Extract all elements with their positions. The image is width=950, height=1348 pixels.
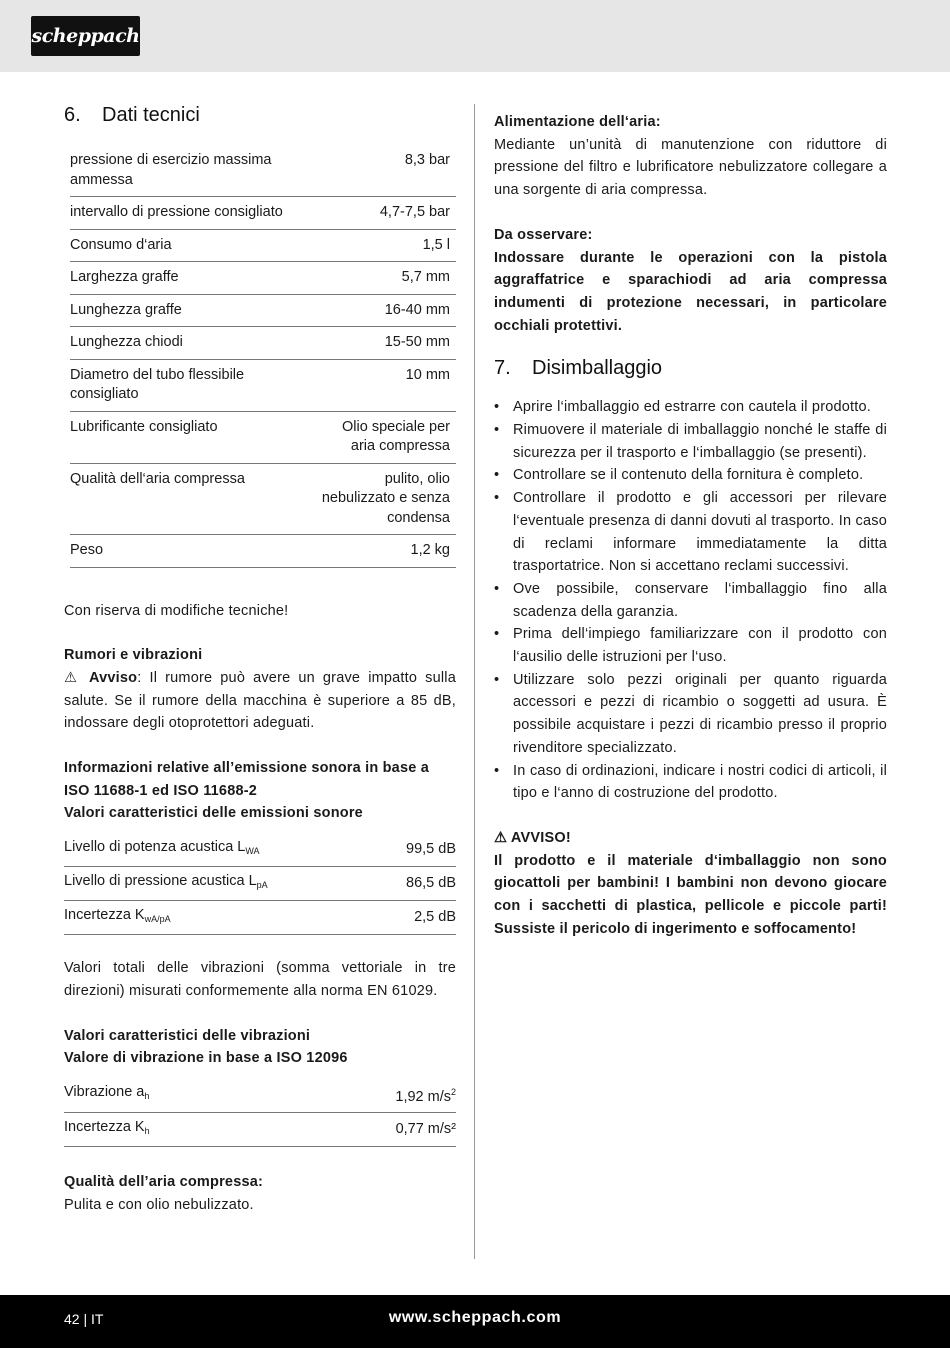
list-item: • Controllare il prodotto e gli accessori per rilevare l‘eventuale presenza di danni dovuti al trasporto. In caso di reclami informare immediatamente la ditta trasportatrice. Non si accettano reclami successivi. <box>494 487 887 578</box>
sound-heading-2: Valori caratteristici delle emissioni sonore <box>64 805 363 822</box>
value-row <box>64 901 456 935</box>
spec-value: 1,5 l <box>315 229 456 262</box>
spec-row <box>70 463 456 535</box>
air-quality-heading: Qualità dell’aria compressa: <box>64 1173 264 1190</box>
vibration-total-text: Valori totali delle vibrazioni (somma vettoriale in tre direzioni) misurati conformemente alla norma EN 61029. <box>64 960 456 999</box>
spec-row <box>70 294 456 327</box>
avviso-text: Il prodotto e il materiale d‘imballaggio non sono giocattoli per bambini! I bambini non devono giocare con i sacchetti di plastica, pellicole e piccole parti! Sussiste il pericolo di ingerimento e soffocamento! <box>494 852 887 937</box>
spec-key: Consumo d‘aria <box>70 229 315 262</box>
noise-heading: Rumori e vibrazioni <box>64 647 203 664</box>
value-amount: 86,5 dB <box>379 867 456 901</box>
value-row <box>64 867 456 901</box>
value-row <box>64 1078 456 1113</box>
spec-row <box>70 327 456 360</box>
spec-value: 15-50 mm <box>315 327 456 360</box>
list-item: • Ove possibile, conservare l‘imballaggio fino alla scadenza della garanzia. <box>494 578 887 623</box>
spec-value: 5,7 mm <box>315 262 456 295</box>
left-column <box>64 104 456 1216</box>
spec-key: intervallo di pressione consigliato <box>70 197 315 230</box>
observe-text: Indossare durante le operazioni con la pistola aggraffatrice e sparachiodi ad aria compressa indumenti di protezione necessari, in particolare occhiali protettivi. <box>494 249 887 334</box>
value-label: Livello di potenza acustica $L_{WA}$ <box>64 833 379 867</box>
spec-table <box>70 145 456 568</box>
spec-row <box>70 359 456 411</box>
noise-warning <box>64 667 456 735</box>
spec-key: Peso <box>70 535 315 568</box>
warning-icon: ⚠ <box>494 829 508 846</box>
spec-row <box>70 535 456 568</box>
avviso-heading: ⚠ AVVISO! <box>494 829 571 846</box>
vib-heading-1: Valori caratteristici delle vibrazioni <box>64 1027 311 1044</box>
noise-warning-text: : Il rumore può avere un grave impatto sulla salute. Se il rumore della macchina è superiore a 85 dB, indossare degli otoprotettori adeguati. <box>64 669 456 732</box>
spec-key: Larghezza graffe <box>70 262 315 295</box>
spec-key: Diametro del tubo flessibile consigliato <box>70 359 315 411</box>
air-supply-text: Mediante un’unità di manutenzione con riduttore di pressione del filtro e lubrificatore nebulizzatore collegare a una sorgente di aria compressa. <box>494 136 887 199</box>
spec-key: Lubrificante consigliato <box>70 411 315 463</box>
list-item: • Rimuovere il materiale di imballaggio nonché le staffe di sicurezza per il trasporto e l‘imballaggio (se presenti). <box>494 419 887 464</box>
list-item: • Aprire l‘imballaggio ed estrarre con cautela il prodotto. <box>494 396 887 419</box>
unpacking-list <box>494 396 887 805</box>
spec-key: Lunghezza graffe <box>70 294 315 327</box>
value-amount: 1,92 $m/s^2$ <box>293 1078 456 1113</box>
spec-row <box>70 411 456 463</box>
value-label: Incertezza $K_{wA/pA}$ <box>64 901 379 935</box>
value-row <box>64 833 456 867</box>
spec-value: 8,3 bar <box>315 145 456 197</box>
footer-url: www.scheppach.com <box>388 1309 562 1326</box>
value-label: Livello di pressione acustica $L_{pA}$ <box>64 867 379 901</box>
spec-value: 1,2 kg <box>315 535 456 568</box>
value-amount: 2,5 dB <box>379 901 456 935</box>
observe-heading: Da osservare: <box>494 226 593 243</box>
section-6-title: 6. Dati tecnici <box>64 104 200 126</box>
section-7-title: 7. Disimballaggio <box>494 357 663 380</box>
air-supply-heading: Alimentazione dell‘aria: <box>494 114 661 130</box>
spec-key: pressione di esercizio massima ammessa <box>70 145 315 197</box>
spec-key: Lunghezza chiodi <box>70 327 315 360</box>
spec-row <box>70 145 456 197</box>
spec-value: 16-40 mm <box>315 294 456 327</box>
spec-value: 4,7-7,5 bar <box>315 197 456 230</box>
value-row <box>64 1112 456 1146</box>
warning-icon: ⚠ <box>64 669 81 686</box>
scheppach-logo: scheppach <box>31 16 140 56</box>
sound-heading-1: Informazioni relative all’emissione sonora in base a ISO 11688-1 ed ISO 11688-2 <box>64 760 429 799</box>
spec-row <box>70 197 456 230</box>
reserve-note: Con riserva di modifiche tecniche! <box>64 602 289 619</box>
spec-value: 10 mm <box>315 359 456 411</box>
noise-warning-label: Avviso <box>89 669 138 686</box>
page-header <box>0 0 950 72</box>
value-amount: 99,5 dB <box>379 833 456 867</box>
vib-heading-2: Valore di vibrazione in base a ISO 12096 <box>64 1050 348 1067</box>
spec-value: pulito, olio nebulizzato e senza condensa <box>315 463 456 535</box>
list-item: • Utilizzare solo pezzi originali per quanto riguarda accessori e pezzi di ricambio o soggetti ad usura. È possibile acquistare i pezzi di ricambio presso il proprio rivenditore specializzato. <box>494 669 887 760</box>
value-label: Vibrazione $a_h$ <box>64 1078 293 1113</box>
sound-table <box>64 833 456 935</box>
value-label: Incertezza $K_h$ <box>64 1112 293 1146</box>
spec-key: Qualità dell‘aria compressa <box>70 463 315 535</box>
list-item: • Controllare se il contenuto della fornitura è completo. <box>494 464 887 487</box>
spec-row <box>70 229 456 262</box>
spec-value: Olio speciale per aria compressa <box>315 411 456 463</box>
page-footer <box>0 1295 950 1348</box>
list-item: • In caso di ordinazioni, indicare i nostri codici di articoli, il tipo e l‘anno di costruzione del prodotto. <box>494 760 887 805</box>
page-number: 42 | IT <box>64 1311 104 1327</box>
column-divider <box>474 104 475 1259</box>
right-column <box>494 111 887 941</box>
vibration-table <box>64 1078 456 1147</box>
list-item: • Prima dell‘impiego familiarizzare con il prodotto con l‘ausilio delle istruzioni per l‘uso. <box>494 623 887 668</box>
air-quality-text: Pulita e con olio nebulizzato. <box>64 1196 254 1213</box>
spec-row <box>70 262 456 295</box>
value-amount: 0,77 m/s² <box>293 1112 456 1146</box>
